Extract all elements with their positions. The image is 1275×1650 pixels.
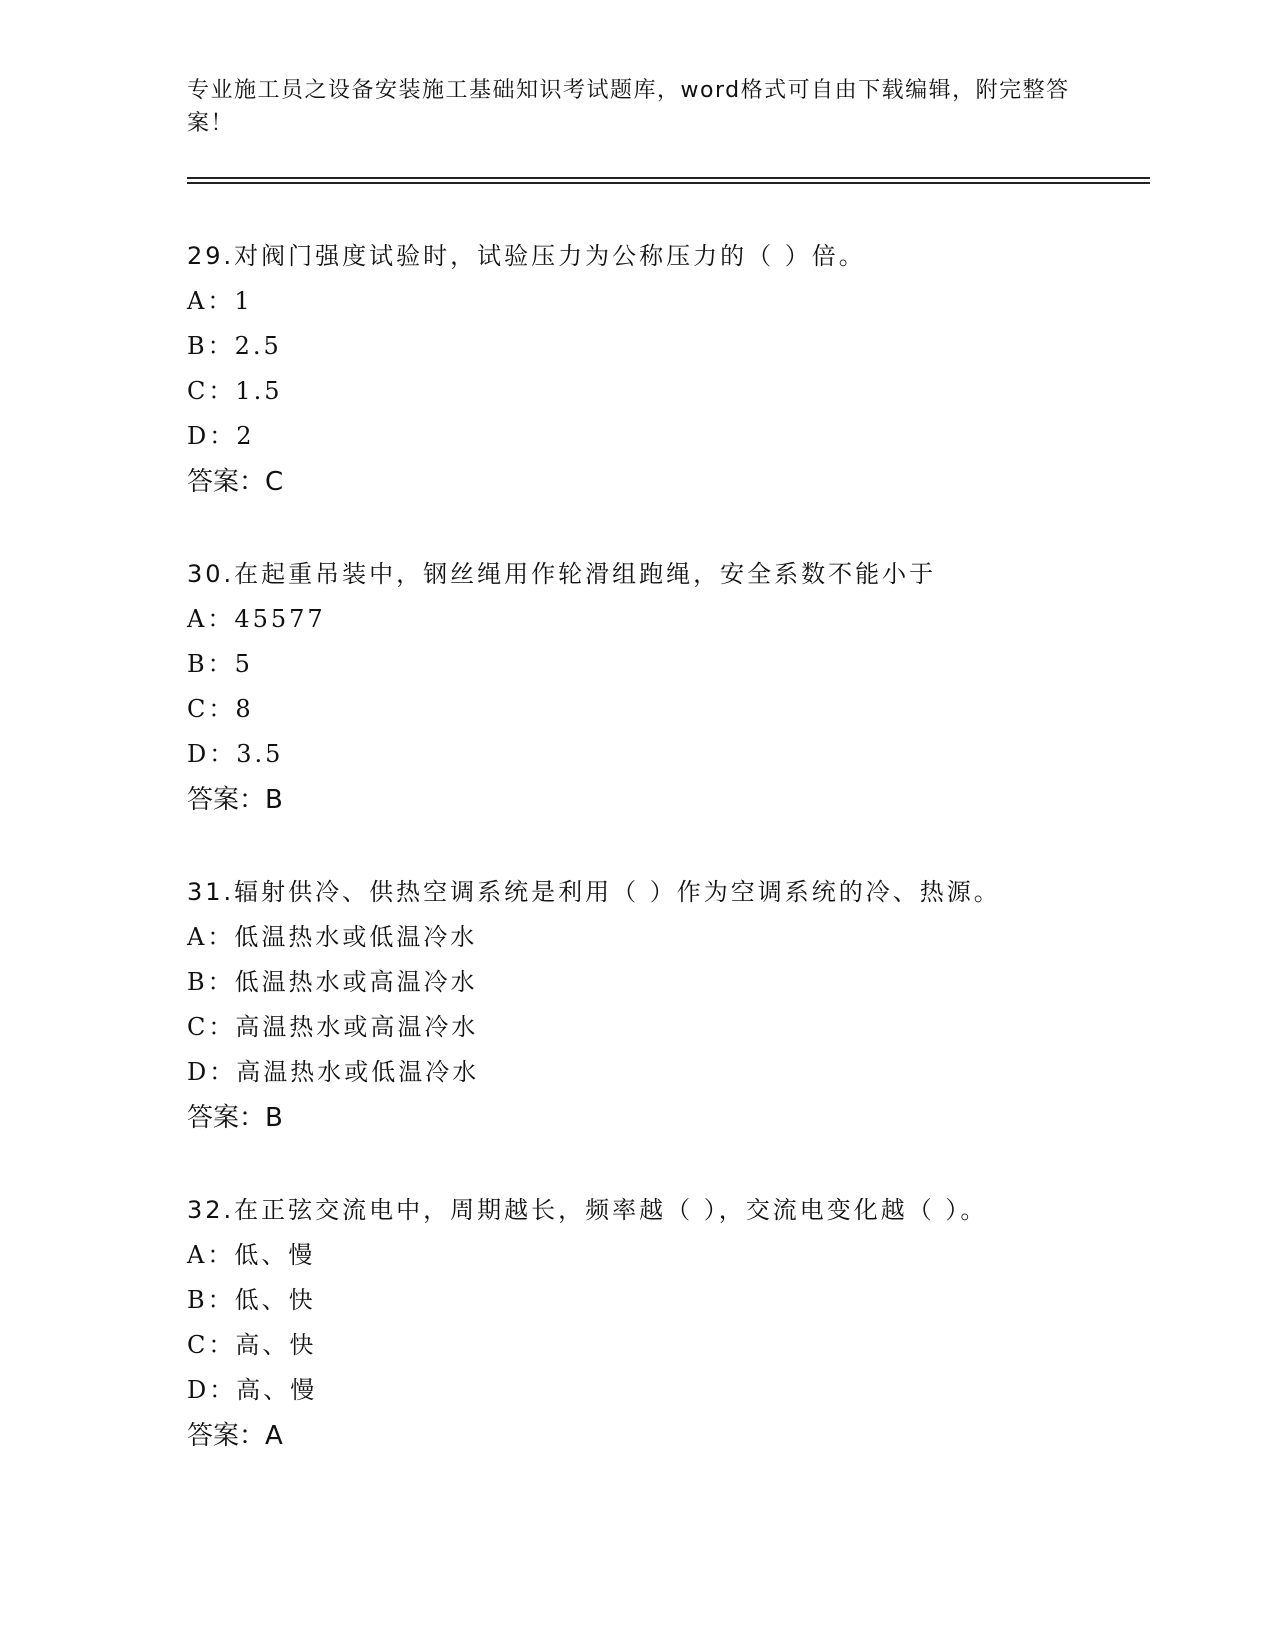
header-divider-top bbox=[187, 177, 1150, 179]
option-a: A：低温热水或低温冷水 bbox=[187, 923, 478, 951]
option-b: B：低温热水或高温冷水 bbox=[187, 968, 478, 996]
option-a: A：45577 bbox=[187, 605, 326, 633]
option-b: B：5 bbox=[187, 650, 253, 678]
option-c: C：高温热水或高温冷水 bbox=[187, 1013, 479, 1041]
header-divider-bottom bbox=[187, 182, 1150, 184]
option-d: D：高温热水或低温冷水 bbox=[187, 1058, 480, 1086]
question-29 bbox=[187, 233, 1187, 505]
question-31 bbox=[187, 869, 1187, 1141]
option-a: A：1 bbox=[187, 287, 253, 315]
option-a: A：低、慢 bbox=[187, 1241, 316, 1269]
option-b: B：2.5 bbox=[187, 332, 282, 360]
question-stem: 29.对阀门强度试验时，试验压力为公称压力的（ ）倍。 bbox=[187, 242, 866, 270]
option-c: C：1.5 bbox=[187, 377, 283, 405]
option-d: D：2 bbox=[187, 422, 255, 450]
answer: 答案：B bbox=[187, 1103, 283, 1133]
question-stem: 31.辐射供冷、供热空调系统是利用（ ）作为空调系统的冷、热源。 bbox=[187, 878, 1001, 906]
question-stem: 32.在正弦交流电中，周期越长，频率越（ ），交流电变化越（ ）。 bbox=[187, 1196, 988, 1224]
option-d: D：3.5 bbox=[187, 740, 284, 768]
question-stem: 30.在起重吊装中，钢丝绳用作轮滑组跑绳，安全系数不能小于 bbox=[187, 560, 937, 588]
option-b: B：低、快 bbox=[187, 1286, 316, 1314]
answer: 答案：A bbox=[187, 1421, 283, 1451]
answer: 答案：B bbox=[187, 785, 283, 815]
question-32 bbox=[187, 1187, 1187, 1459]
option-c: C：高、快 bbox=[187, 1331, 317, 1359]
option-d: D：高、慢 bbox=[187, 1376, 318, 1404]
option-c: C：8 bbox=[187, 695, 254, 723]
document-header: 专业施工员之设备安装施工基础知识考试题库，word格式可自由下载编辑，附完整答案！ bbox=[187, 78, 1070, 136]
answer: 答案：C bbox=[187, 467, 284, 497]
question-30 bbox=[187, 551, 1187, 823]
